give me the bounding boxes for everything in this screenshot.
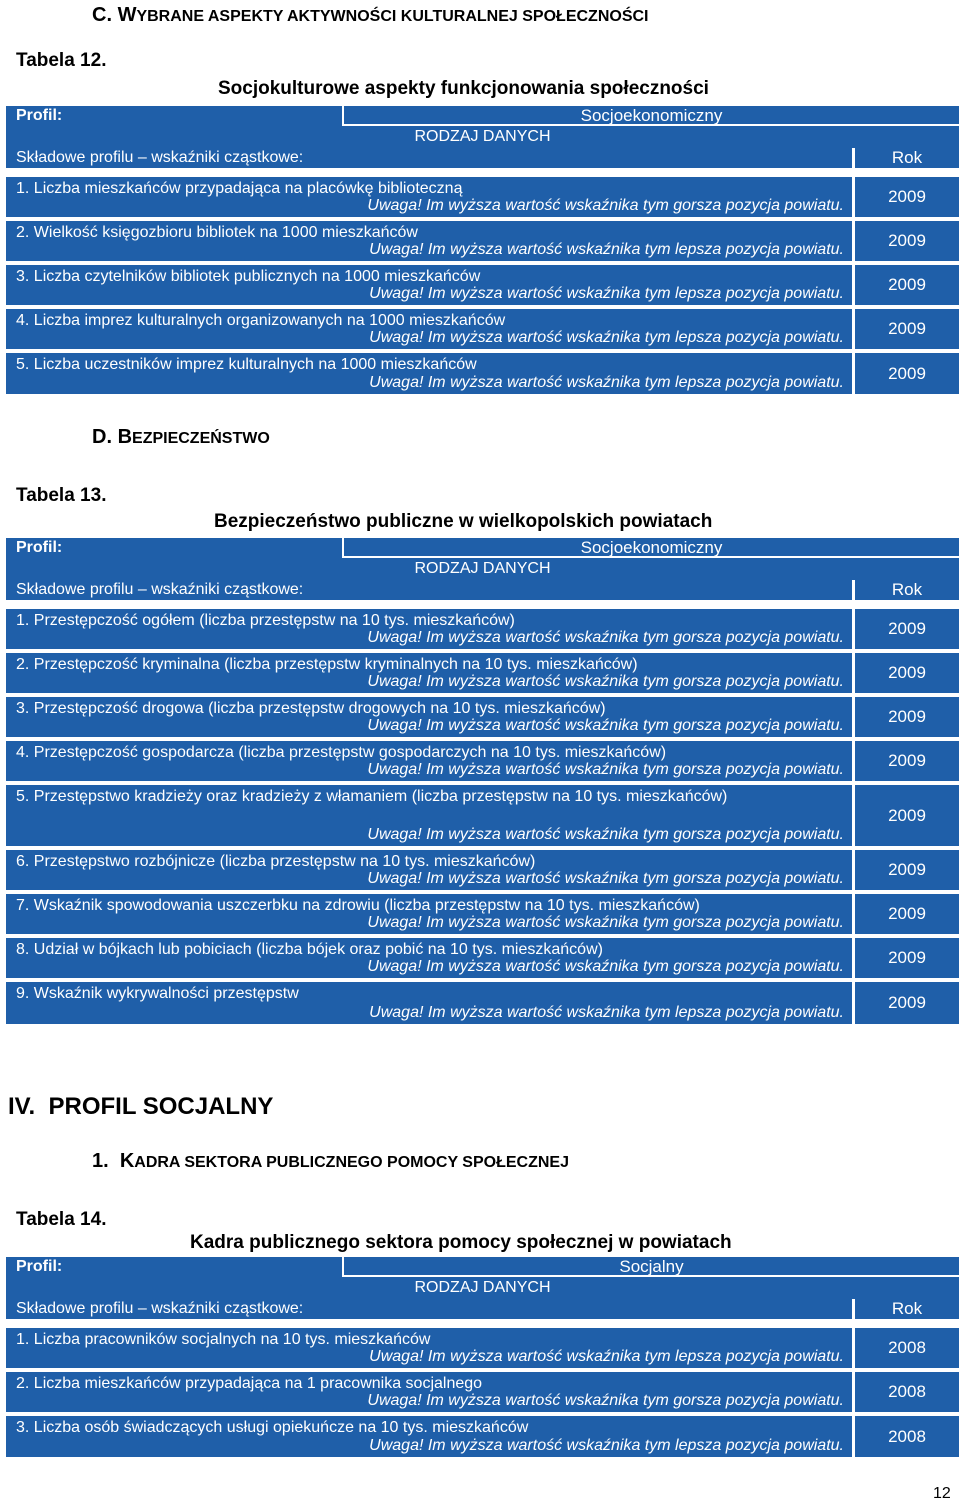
table-14 — [6, 1257, 959, 1457]
table-13-label: Tabela 13. — [16, 485, 107, 506]
section-c-heading — [92, 4, 648, 27]
section-d-heading — [92, 426, 270, 449]
rok-header: Rok — [855, 1299, 959, 1319]
section-letter: C. — [92, 4, 112, 26]
indicator-note: Uwaga! Im wyższa wartość wskaźnika tym lepsza pozycja powiatu. — [369, 241, 844, 258]
indicator-note: Uwaga! Im wyższa wartość wskaźnika tym lepsza pozycja powiatu. — [369, 1004, 844, 1021]
indicator-note: Uwaga! Im wyższa wartość wskaźnika tym gorsza pozycja powiatu. — [367, 673, 844, 690]
indicator-text: 2. Liczba mieszkańców przypadająca na 1 pracownika socjalnego — [16, 1375, 483, 1392]
year-cell: 2009 — [855, 938, 959, 978]
skladowe-header: Składowe profilu – wskaźniki cząstkowe: — [6, 1299, 852, 1319]
year-cell: 2009 — [855, 653, 959, 693]
indicator-text: 2. Przestępczość kryminalna (liczba przestępstw kryminalnych na 10 tys. mieszkańców) — [16, 656, 638, 673]
profile-value: Socjoekonomiczny — [342, 538, 959, 558]
year-cell: 2009 — [855, 609, 959, 649]
rok-header: Rok — [855, 580, 959, 600]
profile-value: Socjoekonomiczny — [342, 106, 959, 126]
indicator-note: Uwaga! Im wyższa wartość wskaźnika tym gorsza pozycja powiatu. — [367, 717, 844, 734]
table-row — [6, 785, 852, 846]
table-13 — [6, 538, 959, 1024]
table-row — [6, 741, 852, 781]
rodzaj-danych-row: RODZAJ DANYCH — [6, 126, 959, 148]
part-title: PROFIL SOCJALNY — [48, 1093, 274, 1120]
year-cell: 2008 — [855, 1416, 959, 1457]
rok-header: Rok — [855, 148, 959, 168]
section-title-initial: B — [117, 426, 133, 448]
skladowe-header: Składowe profilu – wskaźniki cząstkowe: — [6, 580, 852, 600]
table-row — [6, 894, 852, 934]
table-14-title: Kadra publicznego sektora pomocy społecznej w powiatach — [190, 1232, 732, 1253]
indicator-note: Uwaga! Im wyższa wartość wskaźnika tym gorsza pozycja powiatu. — [367, 870, 844, 887]
profile-row — [6, 106, 959, 126]
table-12-label: Tabela 12. — [16, 50, 107, 71]
section-1-heading — [92, 1150, 569, 1173]
table-row — [6, 982, 852, 1024]
indicator-note: Uwaga! Im wyższa wartość wskaźnika tym lepsza pozycja powiatu. — [369, 1348, 844, 1365]
indicator-text: 1. Liczba pracowników socjalnych na 10 tys. mieszkańców — [16, 1331, 431, 1348]
year-cell: 2009 — [855, 894, 959, 934]
table-row — [6, 1416, 852, 1457]
table-row — [6, 221, 852, 261]
year-cell: 2009 — [855, 982, 959, 1024]
year-cell: 2009 — [855, 221, 959, 261]
year-cell: 2009 — [855, 265, 959, 305]
indicator-text: 5. Liczba uczestników imprez kulturalnych na 1000 mieszkańców — [16, 356, 477, 373]
table-row — [6, 309, 852, 349]
indicator-text: 1. Przestępczość ogółem (liczba przestępstw na 10 tys. mieszkańców) — [16, 612, 515, 629]
indicator-text: 4. Przestępczość gospodarcza (liczba przestępstw gospodarczych na 10 tys. mieszkańców) — [16, 744, 667, 761]
section-title-rest: EZPIECZEŃSTWO — [132, 430, 270, 447]
indicator-text: 1. Liczba mieszkańców przypadająca na placówkę biblioteczną — [16, 180, 463, 197]
table-row — [6, 1328, 852, 1368]
table-12 — [6, 106, 959, 394]
indicator-note: Uwaga! Im wyższa wartość wskaźnika tym gorsza pozycja powiatu. — [367, 1392, 844, 1409]
year-cell: 2009 — [855, 309, 959, 349]
page-number: 12 — [933, 1485, 951, 1502]
indicator-text: 6. Przestępstwo rozbójnicze (liczba przestępstw na 10 tys. mieszkańców) — [16, 853, 536, 870]
indicator-note: Uwaga! Im wyższa wartość wskaźnika tym gorsza pozycja powiatu. — [367, 197, 844, 214]
indicator-note: Uwaga! Im wyższa wartość wskaźnika tym lepsza pozycja powiatu. — [369, 285, 844, 302]
profile-row — [6, 538, 959, 558]
table-14-label: Tabela 14. — [16, 1209, 107, 1230]
indicator-text: 3. Liczba osób świadczących usługi opiekuńcze na 10 tys. mieszkańców — [16, 1419, 529, 1436]
table-row — [6, 1372, 852, 1412]
year-cell: 2009 — [855, 850, 959, 890]
table-row — [6, 938, 852, 978]
section-letter: D. — [92, 426, 112, 448]
skladowe-header: Składowe profilu – wskaźniki cząstkowe: — [6, 148, 852, 168]
indicator-note: Uwaga! Im wyższa wartość wskaźnika tym lepsza pozycja powiatu. — [369, 374, 844, 391]
indicator-text: 5. Przestępstwo kradzieży oraz kradzieży z włamaniem (liczba przestępstw na 10 tys. mieszkańców) — [16, 788, 728, 805]
table-row — [6, 850, 852, 890]
profile-label: Profil: — [16, 1258, 63, 1275]
table-row — [6, 653, 852, 693]
table-row — [6, 177, 852, 217]
year-cell: 2009 — [855, 697, 959, 737]
section-title-initial: K — [119, 1150, 135, 1172]
indicator-text: 3. Liczba czytelników bibliotek publicznych na 1000 mieszkańców — [16, 268, 481, 285]
indicator-text: 9. Wskaźnik wykrywalności przestępstw — [16, 985, 299, 1002]
profile-value: Socjalny — [342, 1257, 959, 1277]
table-row — [6, 265, 852, 305]
indicator-text: 4. Liczba imprez kulturalnych organizowanych na 1000 mieszkańców — [16, 312, 506, 329]
year-cell: 2009 — [855, 353, 959, 394]
indicator-text: 8. Udział w bójkach lub pobiciach (liczba bójek oraz pobić na 10 tys. mieszkańców) — [16, 941, 603, 958]
section-title-initial: W — [117, 4, 137, 26]
indicator-text: 2. Wielkość księgozbioru bibliotek na 1000 mieszkańców — [16, 224, 418, 241]
indicator-note: Uwaga! Im wyższa wartość wskaźnika tym gorsza pozycja powiatu. — [367, 761, 844, 778]
indicator-note: Uwaga! Im wyższa wartość wskaźnika tym gorsza pozycja powiatu. — [367, 826, 844, 843]
profile-row — [6, 1257, 959, 1277]
section-title-rest: YBRANE ASPEKTY AKTYWNOŚCI KULTURALNEJ SPOŁECZNOŚCI — [136, 8, 649, 25]
indicator-note: Uwaga! Im wyższa wartość wskaźnika tym lepsza pozycja powiatu. — [369, 329, 844, 346]
profile-label: Profil: — [16, 107, 63, 124]
indicator-note: Uwaga! Im wyższa wartość wskaźnika tym lepsza pozycja powiatu. — [369, 1437, 844, 1454]
indicator-note: Uwaga! Im wyższa wartość wskaźnika tym gorsza pozycja powiatu. — [367, 629, 844, 646]
section-number: 1. — [92, 1150, 109, 1172]
rodzaj-danych-row: RODZAJ DANYCH — [6, 558, 959, 580]
part-numeral: IV. — [8, 1093, 36, 1120]
profile-label: Profil: — [16, 539, 63, 556]
year-cell: 2009 — [855, 177, 959, 217]
part-iv-heading — [8, 1093, 273, 1121]
year-cell: 2008 — [855, 1372, 959, 1412]
indicator-text: 3. Przestępczość drogowa (liczba przestępstw drogowych na 10 tys. mieszkańców) — [16, 700, 606, 717]
table-row — [6, 353, 852, 394]
table-12-title: Socjokulturowe aspekty funkcjonowania społeczności — [218, 78, 709, 99]
table-row — [6, 609, 852, 649]
indicator-note: Uwaga! Im wyższa wartość wskaźnika tym gorsza pozycja powiatu. — [367, 958, 844, 975]
table-row — [6, 697, 852, 737]
table-13-title: Bezpieczeństwo publiczne w wielkopolskich powiatach — [214, 511, 713, 532]
year-cell: 2009 — [855, 785, 959, 846]
year-cell: 2009 — [855, 741, 959, 781]
indicator-text: 7. Wskaźnik spowodowania uszczerbku na zdrowiu (liczba przestępstw na 10 tys. mieszkańców) — [16, 897, 700, 914]
year-cell: 2008 — [855, 1328, 959, 1368]
section-title-rest: ADRA SEKTORA PUBLICZNEGO POMOCY SPOŁECZNEJ — [134, 1154, 569, 1171]
indicator-note: Uwaga! Im wyższa wartość wskaźnika tym gorsza pozycja powiatu. — [367, 914, 844, 931]
rodzaj-danych-row: RODZAJ DANYCH — [6, 1277, 959, 1299]
